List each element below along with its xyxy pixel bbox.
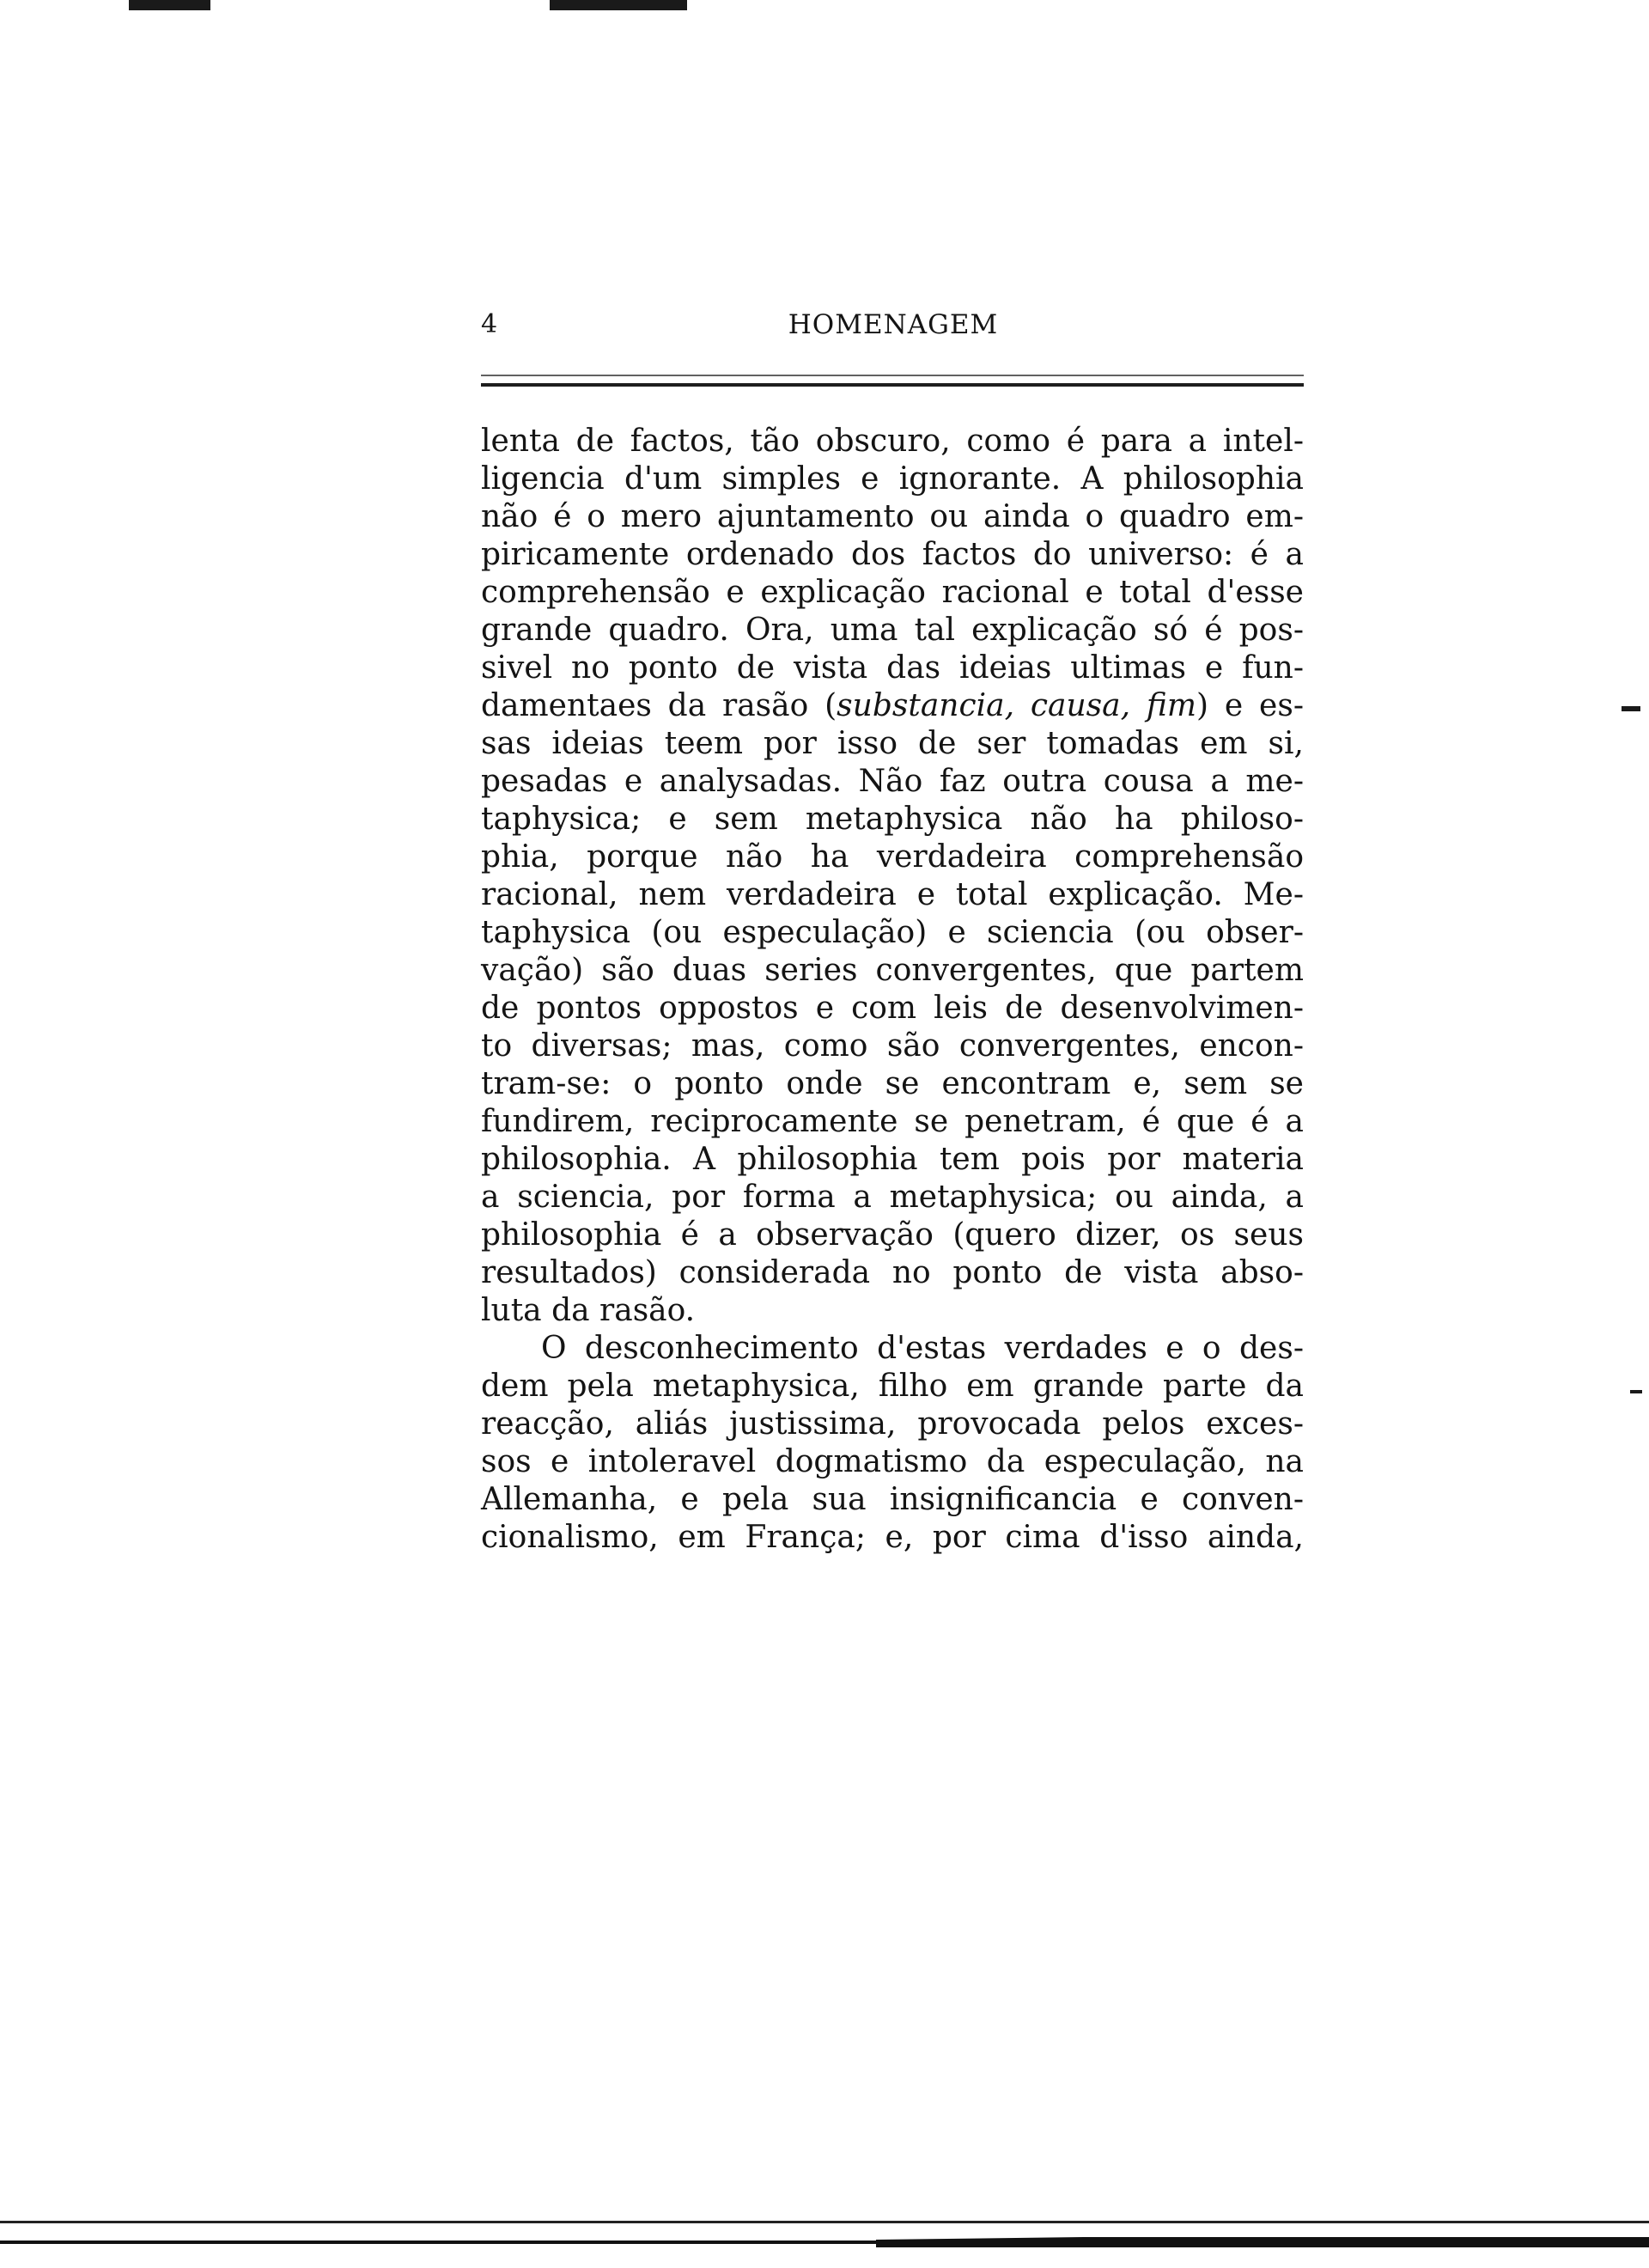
text-line: dem pela metaphysica, filho em grande parte da (481, 1369, 1304, 1404)
page-number: 4 (481, 309, 498, 339)
header-rule-thin (481, 375, 1304, 376)
text-line: piricamente ordenado dos factos do universo: é a (481, 537, 1304, 572)
header-rule-thick (481, 383, 1304, 387)
text-line: fundirem, reciprocamente se penetram, é que é a (481, 1104, 1304, 1139)
text-line: grande quadro. Ora, uma tal explicação só é pos- (481, 613, 1304, 648)
text-line: vação) são duas series convergentes, que partem (481, 953, 1304, 988)
text-line: tram-se: o ponto onde se encontram e, sem se (481, 1066, 1304, 1101)
scan-mark-top-center (550, 0, 687, 10)
text-line: reacção, aliás justissima, provocada pelos exces- (481, 1406, 1304, 1442)
running-head (481, 302, 1305, 354)
scan-mark-right-margin (1622, 706, 1640, 711)
text-line: philosophia. A philosophia tem pois por materia (481, 1142, 1304, 1177)
text-line: philosophia é a observação (quero dizer, os seus (481, 1217, 1304, 1253)
text-line: de pontos oppostos e com leis de desenvolvimen- (481, 991, 1304, 1026)
running-title: HOMENAGEM (788, 309, 999, 340)
text-line: racional, nem verdadeira e total explicação. Me- (481, 877, 1304, 912)
text-line: pesadas e analysadas. Não faz outra cousa a me- (481, 764, 1304, 799)
scan-mark-top-left (129, 0, 210, 10)
text-line: a sciencia, por forma a metaphysica; ou ainda, a (481, 1180, 1304, 1215)
bottom-scan-rule (0, 2221, 1649, 2223)
scan-mark-right-margin-lower (1630, 1390, 1642, 1393)
text-line: sas ideias teem por isso de ser tomadas em si, (481, 726, 1304, 761)
text-line: sos e intoleravel dogmatismo da especulação, na (481, 1444, 1304, 1479)
text-line: não é o mero ajuntamento ou ainda o quadro em- (481, 499, 1304, 534)
text-line: cionalismo, em França; e, por cima d'isso ainda, (481, 1520, 1304, 1555)
text-line: taphysica (ou especulação) e sciencia (ou obser- (481, 915, 1304, 950)
text-line: O desconhecimento d'estas verdades e o des- (541, 1331, 1304, 1366)
text-line: damentaes da rasão (substancia, causa, fim) e es- (481, 688, 1304, 723)
text-line: lenta de factos, tão obscuro, como é para a intel- (481, 424, 1304, 459)
italic-terms: substancia, causa, fim (837, 688, 1197, 723)
text-line: resultados) considerada no ponto de vista abso- (481, 1255, 1304, 1290)
text-line: sivel no ponto de vista das ideias ultimas e fun- (481, 650, 1304, 686)
text-line: ligencia d'um simples e ignorante. A philosophia (481, 461, 1304, 497)
text-line: taphysica; e sem metaphysica não ha philoso- (481, 802, 1304, 837)
text-line: luta da rasão. (481, 1293, 696, 1328)
text-line: Allemanha, e pela sua insignificancia e conven- (481, 1482, 1304, 1517)
bottom-scan-wedge (876, 2230, 1649, 2247)
text-line: to diversas; mas, como são convergentes, encon- (481, 1028, 1304, 1064)
body-text (481, 423, 1304, 1557)
text-line: comprehensão e explicação racional e total d'esse (481, 575, 1304, 610)
text-line: phia, porque não ha verdadeira comprehensão (481, 839, 1304, 875)
